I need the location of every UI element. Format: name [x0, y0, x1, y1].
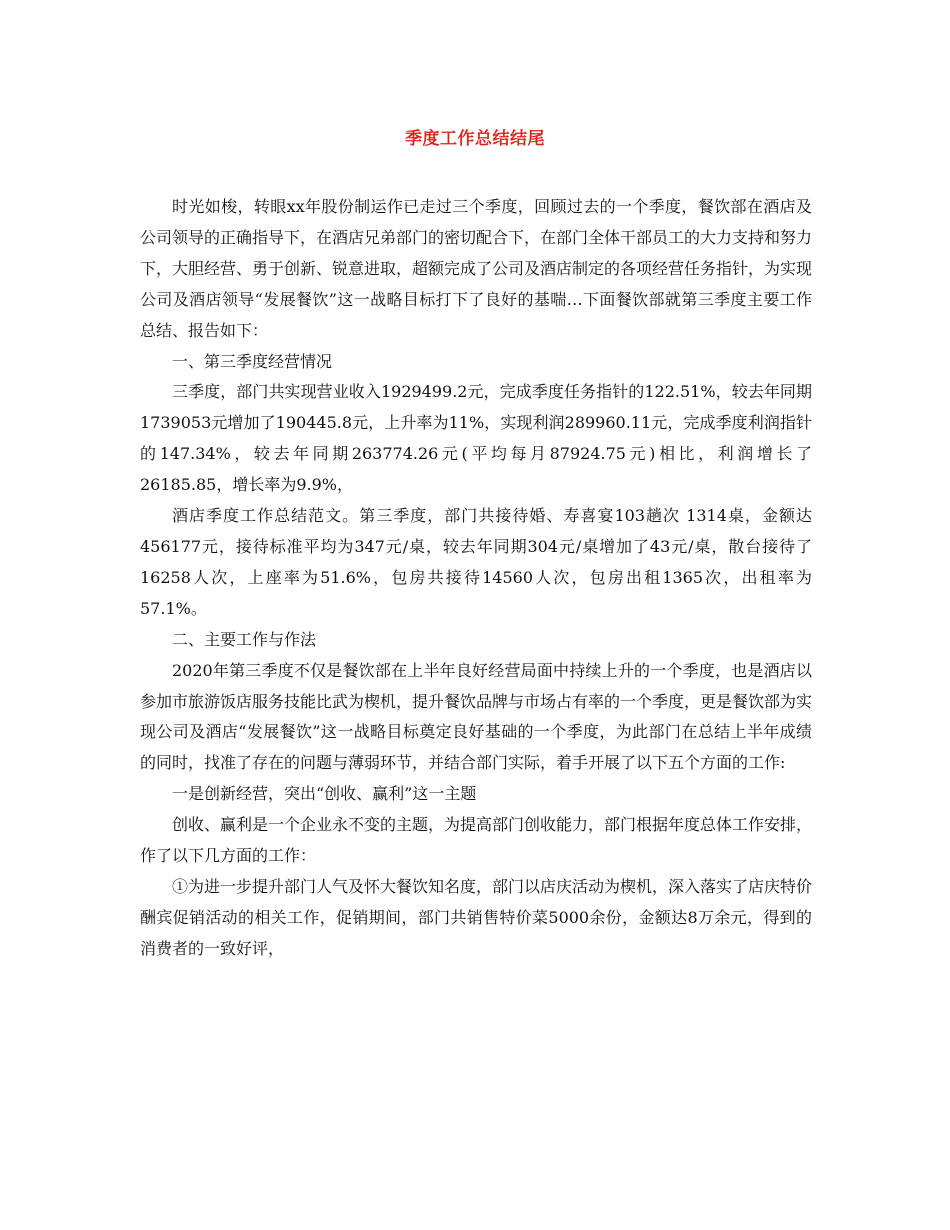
- heading-section-1: 一、第三季度经营情况: [172, 351, 333, 371]
- heading-section-2: 二、主要工作与作法: [172, 629, 317, 649]
- paragraph-q3-overview: 2020年第三季度不仅是餐饮部在上半年良好经营局面中持续上升的一个季度，也是酒店以参加市旅游饭店服务技能比武为楔机，提升餐饮品牌与市场占有率的一个季度，更是餐饮部为实现公司及酒店“发展餐饮”这一战略目标奠定良好基础的一个季度，为此部门在总结上半年成绩的同时，找准了存在的问题与薄弱环节，并结合部门实际，着手开展了以下五个方面的工作:: [140, 660, 813, 773]
- document-body: [140, 192, 812, 965]
- document-title: 季度工作总结结尾: [405, 129, 545, 149]
- paragraph-promotion: ①为进一步提升部门人气及怀大餐饮知名度，部门以店庆活动为楔机，深入落实了店庆特价酬宾促销活动的相关工作，促销期间，部门共销售特价菜5000余份，金额达8万余元，得到的消费者的一致好评，: [140, 876, 813, 958]
- heading-innovation: 一是创新经营，突出“创收、赢利”这一主题: [172, 784, 477, 804]
- paragraph-intro: 时光如梭，转眼xx年股份制运作已走过三个季度，回顾过去的一个季度，餐饮部在酒店及公司领导的正确指导下，在酒店兄弟部门的密切配合下，在部门全体干部员工的大力支持和努力下，大胆经营、勇于创新、锐意进取，超额完成了公司及酒店制定的各项经营任务指针，为实现公司及酒店领导“发展餐饮”这一战略目标打下了良好的基喘…下面餐饮部就第三季度主要工作总结、报告如下：: [140, 197, 813, 340]
- paragraph-profit-theme: 创收、赢利是一个企业永不变的主题，为提高部门创收能力，部门根据年度总体工作安排，作了以下几方面的工作：: [140, 815, 813, 866]
- paragraph-banquets: 酒店季度工作总结范文。第三季度，部门共接待婚、寿喜宴103趟次 1314桌，金额达456177元，接待标准平均为347元/桌，较去年同期304元/桌增加了43元/桌，散台接待了16258人次，上座率为51.6%，包房共接待14560人次，包房出租1365次，出租率为57.1%。: [140, 506, 812, 618]
- paragraph-revenue: 三季度，部门共实现营业收入1929499.2元，完成季度任务指针的122.51%，较去年同期 1739053元增加了190445.8元，上升率为11%，实现利润289960.11元，完成季度利润指针的147.34%，较去年同期263774.26元(平均每月87924.75元)相比，利润增长了26185.85，增长率为9.9%，: [140, 382, 812, 495]
